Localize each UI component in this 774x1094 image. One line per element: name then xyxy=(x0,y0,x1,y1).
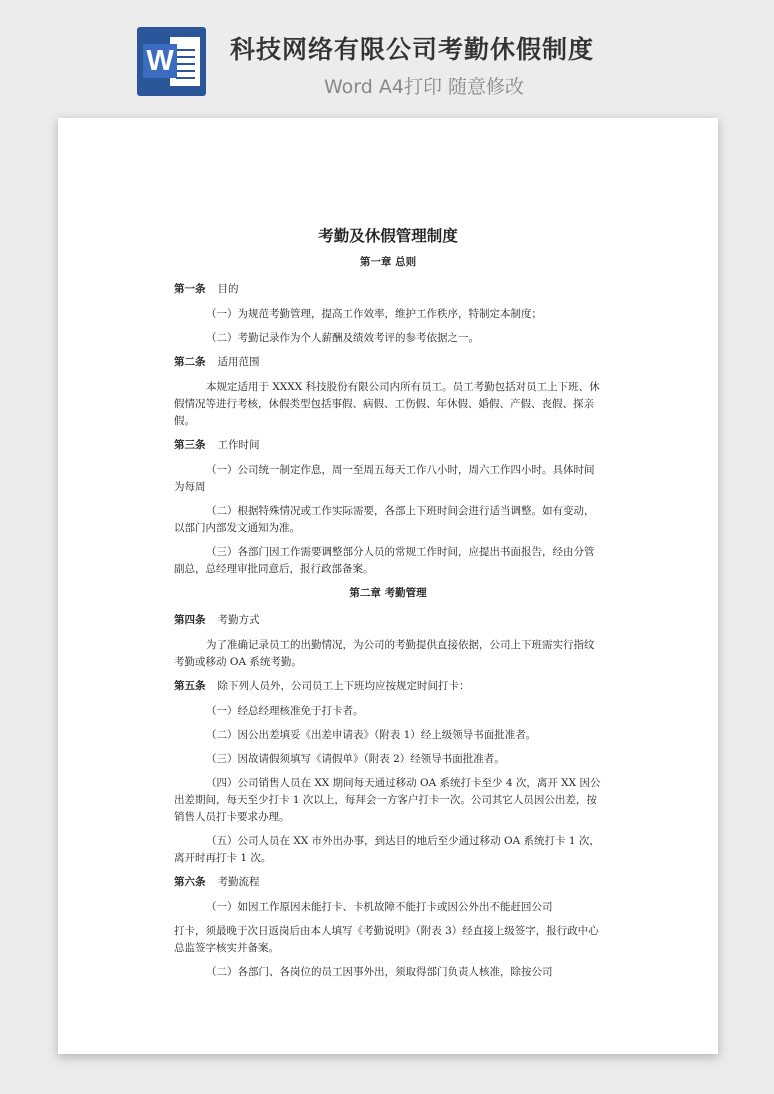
chapter-heading: 第二章 考勤管理 xyxy=(349,587,427,599)
paragraph: （二）根据特殊情况或工作实际需要，各部上下班时间会进行适当调整。如有变动，以部门内部发文通知为准。 xyxy=(174,505,595,534)
paragraph: （四）公司销售人员在 XX 期间每天通过移动 OA 系统打卡至少 4 次，离开 XX 因公出差期间，每天至少打卡 1 次以上，每拜会一方客户打卡一次。公司其它人员因公出差，按销售人员打卡要求办理。 xyxy=(174,777,601,823)
document-content xyxy=(174,226,602,988)
paragraph: 本规定适用于 XXXX 科技股份有限公司内所有员工。员工考勤包括对员工上下班、休假情况等进行考核，休假类型包括事假、病假、工伤假、年休假、婚假、产假、丧假、探亲假。 xyxy=(174,381,600,427)
paragraph: （五）公司人员在 XX 市外出办事，到达目的地后至少通过移动 OA 系统打卡 1 次，离开时再打卡 1 次。 xyxy=(174,835,600,864)
chapter-heading: 第一章 总则 xyxy=(359,256,417,268)
page-subtitle: Word A4打印 随意修改 xyxy=(324,76,525,98)
article-label: 第三条 xyxy=(174,439,206,451)
article-heading xyxy=(174,612,602,629)
page-header xyxy=(0,0,774,112)
word-document-icon xyxy=(137,27,206,96)
paragraph: （三）因故请假须填写《请假单》（附表 2）经领导书面批准者。 xyxy=(206,753,505,765)
paragraph: （一）如因工作原因未能打卡、卡机故障不能打卡或因公外出不能赶回公司 xyxy=(206,901,553,913)
article-heading xyxy=(174,354,602,371)
article-label: 第一条 xyxy=(174,283,206,295)
document-title: 考勤及休假管理制度 xyxy=(318,227,458,245)
paragraph: （一）为规范考勤管理，提高工作效率，维护工作秩序，特制定本制度； xyxy=(206,308,542,320)
article-title: 除下列人员外，公司员工上下班均应按规定时间打卡： xyxy=(217,680,470,692)
paragraph: （三）各部门因工作需要调整部分人员的常规工作时间，应提出书面报告，经由分管副总，总经理审批同意后，报行政部备案。 xyxy=(174,546,595,575)
paragraph: （二）因公出差填妥《出差申请表》（附表 1）经上级领导书面批准者。 xyxy=(206,729,537,741)
article-heading xyxy=(174,874,602,891)
paragraph: （一）公司统一制定作息，周一至周五每天工作八小时，周六工作四小时。具体时间为每周 xyxy=(174,464,595,493)
article-label: 第四条 xyxy=(174,614,206,626)
article-heading xyxy=(174,437,602,454)
paragraph: （一）经总经理核准免于打卡者。 xyxy=(206,705,364,717)
article-heading xyxy=(174,281,602,298)
paragraph: （二）各部门、各岗位的员工因事外出，须取得部门负责人核准，除按公司 xyxy=(206,966,553,978)
article-label: 第五条 xyxy=(174,680,206,692)
article-label: 第六条 xyxy=(174,876,206,888)
word-icon-letter: W xyxy=(143,44,177,78)
article-title: 目的 xyxy=(217,283,239,295)
article-heading xyxy=(174,678,602,695)
article-title: 考勤流程 xyxy=(217,876,260,888)
article-title: 适用范围 xyxy=(217,356,260,368)
document-page xyxy=(58,118,718,1054)
paragraph: 为了准确记录员工的出勤情况，为公司的考勤提供直接依据，公司上下班需实行指纹考勤或移动 OA 系统考勤。 xyxy=(174,639,595,668)
page-title: 科技网络有限公司考勤休假制度 xyxy=(230,35,595,64)
paragraph: 打卡，须最晚于次日返岗后由本人填写《考勤说明》（附表 3）经直接上级签字，报行政中心总监签字核实并备案。 xyxy=(174,925,599,954)
paragraph: （二）考勤记录作为个人薪酬及绩效考评的参考依据之一。 xyxy=(206,332,479,344)
article-title: 工作时间 xyxy=(217,439,260,451)
article-label: 第二条 xyxy=(174,356,206,368)
article-title: 考勤方式 xyxy=(217,614,260,626)
